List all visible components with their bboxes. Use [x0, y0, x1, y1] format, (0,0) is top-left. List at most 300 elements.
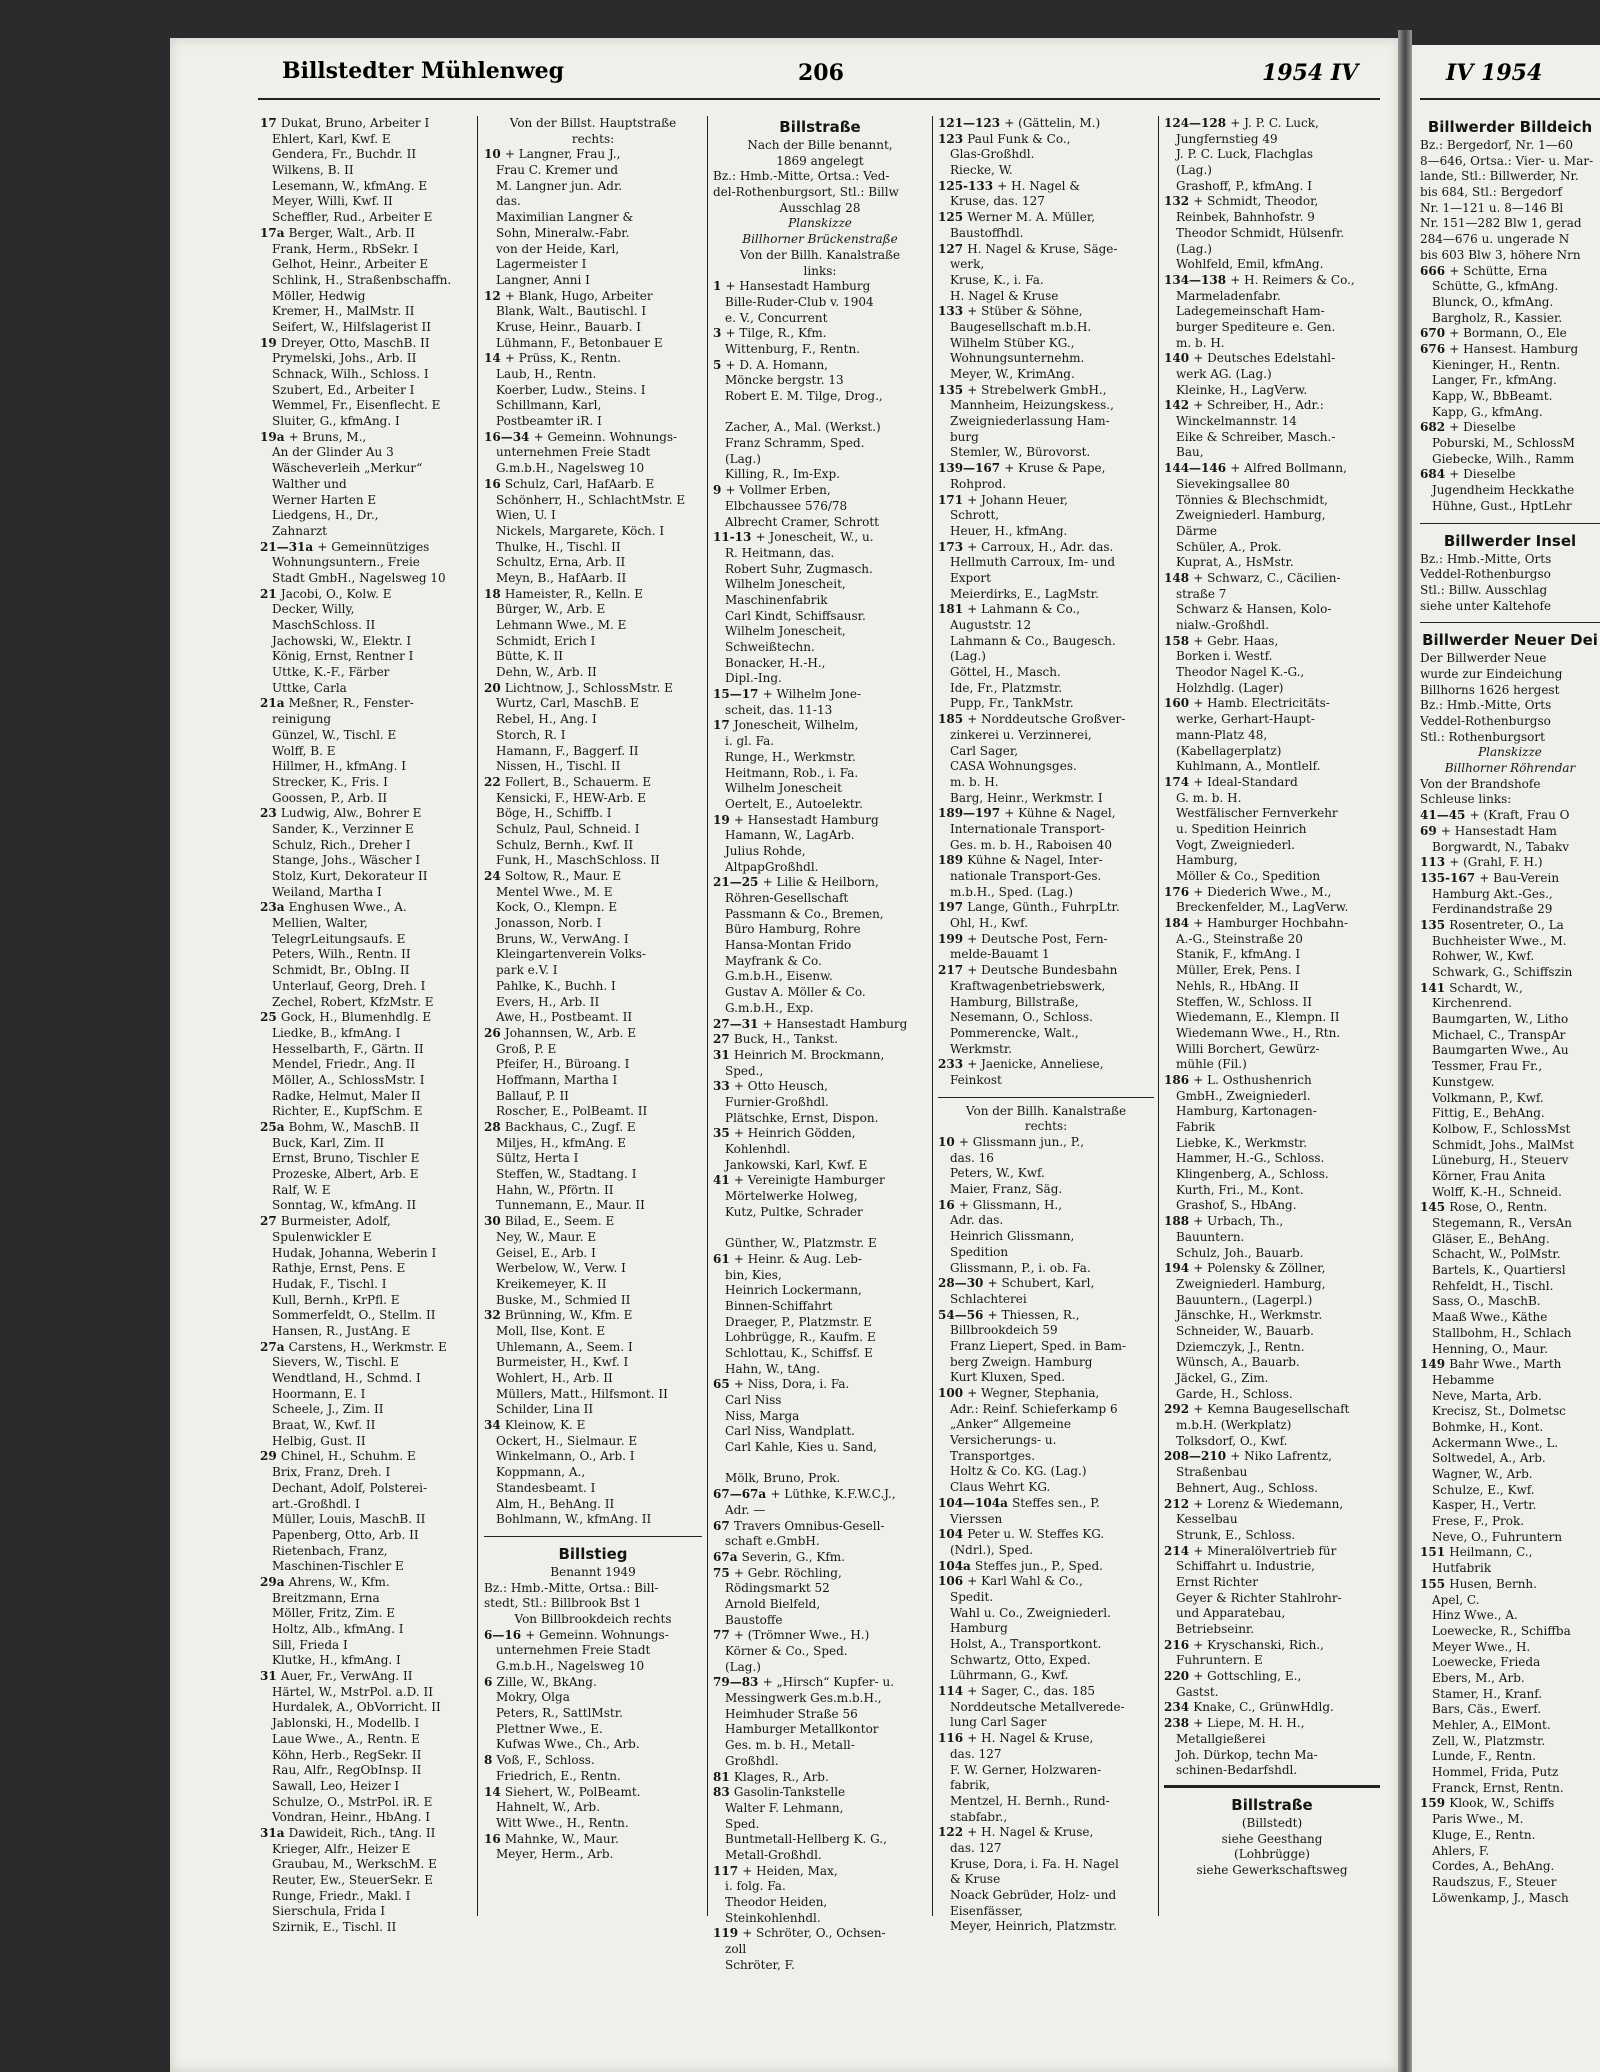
- directory-entry: [1420, 599, 1600, 615]
- entry-text: + L. Osthushenrich: [1193, 1072, 1312, 1087]
- entry-text: Zacher, A., Mal. (Werkst.): [725, 420, 881, 435]
- directory-entry: [260, 916, 472, 932]
- entry-text: Stamer, H., Kranf.: [1432, 1686, 1543, 1701]
- directory-entry: [1420, 373, 1600, 389]
- directory-entry: [1420, 1232, 1600, 1248]
- entry-text: Henning, O., Maur.: [1432, 1341, 1548, 1356]
- directory-entry: [713, 420, 927, 436]
- entry-text: Müllers, Matt., Hilfsmont. II: [496, 1386, 668, 1401]
- directory-entry: [1164, 414, 1380, 430]
- entry-text: (Lag.): [1176, 163, 1212, 178]
- directory-entry: [1164, 963, 1380, 979]
- directory-entry: [260, 179, 472, 195]
- entry-text: + Heiden, Max,: [742, 1863, 838, 1878]
- entry-text: Bau,: [1176, 445, 1204, 460]
- entry-text: Thulke, H., Tischl. II: [496, 539, 621, 554]
- entry-text: Carl Niss: [725, 1393, 782, 1407]
- entry-text: Kuprat, A., HsMstr.: [1176, 555, 1294, 570]
- entry-text: schinen-Bedarfshdl.: [1176, 1763, 1298, 1778]
- house-number: 25a: [260, 1120, 289, 1134]
- directory-entry: [1164, 1324, 1380, 1340]
- entry-text: Holzhdlg. (Lager): [1176, 680, 1284, 695]
- directory-entry: [1420, 1859, 1600, 1875]
- house-number-entry: [484, 289, 702, 305]
- entry-text: fabrik,: [950, 1778, 990, 1793]
- entry-text: Kufwas Wwe., Ch., Arb.: [496, 1737, 640, 1752]
- directory-entry: [713, 797, 927, 813]
- directory-entry: [938, 1480, 1154, 1496]
- directory-entry: [1420, 1875, 1600, 1891]
- house-number: 27: [260, 1214, 281, 1229]
- directory-entry: [1420, 1169, 1600, 1185]
- entry-text: Awe, H., Postbeamt. II: [496, 1010, 633, 1025]
- directory-entry: [260, 759, 472, 775]
- entry-text: Metall-Großhdl.: [725, 1847, 822, 1862]
- directory-entry: [484, 995, 702, 1011]
- entry-text: + Kruse & Pape,: [1004, 461, 1106, 476]
- entry-text: Schardt, W.,: [1449, 980, 1523, 995]
- entry-text: Hahnelt, W., Arb.: [496, 1800, 601, 1815]
- house-number: 14: [484, 351, 505, 366]
- entry-text: Winkelmann, O., Arb. I: [496, 1449, 635, 1464]
- house-number: 234: [1164, 1700, 1194, 1715]
- directory-entry: [938, 1292, 1154, 1308]
- entry-text: + Gottschling, E.,: [1193, 1669, 1302, 1684]
- entry-text: Ney, W., Maur. E: [496, 1229, 597, 1244]
- directory-entry: [938, 1042, 1154, 1058]
- entry-text: Funk, H., MaschSchloss. II: [496, 853, 660, 868]
- entry-text: Sill, Frieda I: [272, 1637, 348, 1652]
- house-number: 106: [938, 1574, 968, 1589]
- entry-text: Schiffahrt u. Industrie,: [1176, 1559, 1315, 1574]
- house-number-entry: [938, 1574, 1154, 1590]
- entry-text: Standesbeamt. I: [496, 1480, 596, 1495]
- entry-text: + Niss, Dora, i. Fa.: [733, 1377, 850, 1392]
- entry-text: Kapp, W., BbBeamt.: [1432, 389, 1553, 403]
- directory-entry: [713, 1848, 927, 1864]
- house-number-entry: [713, 1864, 927, 1880]
- house-number-entry: [260, 1340, 472, 1356]
- entry-text: + Schütte, Erna: [1449, 263, 1548, 278]
- house-number-entry: [1420, 824, 1600, 840]
- entry-text: Peters, Wilh., Rentn. II: [272, 947, 411, 962]
- directory-entry: [1420, 1294, 1600, 1310]
- entry-text: J. P. C. Luck, Flachglas: [1176, 147, 1314, 162]
- house-number: 122: [938, 1825, 968, 1840]
- directory-entry: [938, 1857, 1154, 1873]
- directory-entry: [1420, 1530, 1600, 1546]
- directory-entry: [713, 562, 927, 578]
- directory-entry: [1420, 1059, 1600, 1075]
- house-number-entry: [938, 1731, 1154, 1747]
- house-number: 25: [260, 1010, 281, 1025]
- entry-text: Meierdirks, E., LagMstr.: [950, 586, 1099, 601]
- street-heading: Billwerder Neuer Dei: [1422, 631, 1598, 650]
- entry-text: + Jaenicke, Anneliese,: [967, 1057, 1104, 1072]
- directory-entry: [1420, 1640, 1600, 1656]
- entry-text: Hellmuth Carroux, Im- und: [950, 555, 1115, 570]
- house-number-entry: [1420, 1545, 1600, 1561]
- house-number-entry: [484, 1785, 702, 1801]
- house-number-entry: [484, 1628, 702, 1644]
- page-number: 206: [798, 60, 844, 86]
- directory-entry: [484, 1089, 702, 1105]
- entry-text: Hamburg, Kartonagen-: [1176, 1104, 1317, 1119]
- entry-text: Von der Brandshofe: [1420, 776, 1541, 791]
- entry-text: Bz.: Hmb.-Mitte, Ortsa.: Ved-: [713, 169, 890, 184]
- house-number-entry: [938, 1825, 1154, 1841]
- entry-text: zinkerei u. Verzinnerei,: [950, 727, 1092, 742]
- directory-entry: [938, 414, 1154, 430]
- house-number: 6: [484, 1674, 497, 1689]
- entry-text: + Thiessen, R.,: [987, 1307, 1080, 1322]
- directory-entry: [713, 452, 927, 468]
- directory-entry: [1420, 499, 1600, 515]
- entry-text: + „Hirsch“ Kupfer- u.: [762, 1675, 895, 1690]
- directory-entry: [1420, 1749, 1600, 1765]
- entry-text: + Karl Wahl & Co.,: [967, 1574, 1083, 1589]
- entry-text: Bohlmann, W., kfmAng. II: [496, 1512, 652, 1527]
- entry-text: + Dieselbe: [1449, 467, 1516, 482]
- directory-entry: [1164, 1120, 1380, 1136]
- directory-entry: [260, 1763, 472, 1779]
- entry-text: Jachowski, W., Elektr. I: [272, 633, 412, 648]
- entry-text: (Ndrl.), Sped.: [950, 1542, 1034, 1557]
- entry-text: e. V., Concurrent: [725, 310, 828, 325]
- entry-text: Gasolin-Tankstelle: [733, 1785, 846, 1800]
- directory-entry: [1420, 436, 1600, 452]
- entry-text: Von der Billh. Kanalstraße: [965, 1103, 1127, 1118]
- directory-entry: [1420, 1781, 1600, 1797]
- entry-text: + Carroux, H., Adr. das.: [967, 539, 1114, 554]
- directory-entry: [260, 132, 472, 148]
- house-number-entry: [1420, 871, 1600, 887]
- house-number: 14: [484, 1784, 505, 1799]
- entry-text: nationale Transport-Ges.: [950, 869, 1102, 883]
- entry-text: Bilad, E., Seem. E: [504, 1214, 615, 1229]
- house-number-entry: [1164, 696, 1380, 712]
- entry-text: MaschSchloss. II: [272, 618, 376, 632]
- directory-entry: [938, 336, 1154, 352]
- house-number: 34: [484, 1418, 505, 1433]
- directory-entry: [260, 979, 472, 995]
- house-number-entry: [260, 1120, 472, 1136]
- entry-text: + H. Reimers & Co.,: [1230, 272, 1355, 287]
- directory-entry: [938, 681, 1154, 697]
- entry-text: Berger, Walt., Arb. II: [288, 225, 415, 240]
- directory-entry: [713, 248, 927, 264]
- house-number: 199: [938, 931, 968, 946]
- entry-text: mann-Platz 48,: [1176, 727, 1268, 742]
- directory-entry: [1420, 483, 1600, 499]
- entry-text: (Lohbrügge): [1234, 1847, 1310, 1862]
- directory-entry: [1164, 226, 1380, 242]
- entry-text: Furnier-Großhdl.: [725, 1094, 829, 1109]
- entry-text: Lehmann Wwe., M. E: [496, 618, 627, 632]
- entry-text: Meyer, Heinrich, Platzmstr.: [950, 1919, 1117, 1934]
- directory-entry: [260, 775, 472, 791]
- entry-text: Schleuse links:: [1420, 792, 1512, 807]
- entry-text: Blunck, O., kfmAng.: [1432, 294, 1554, 309]
- directory-entry: [260, 665, 472, 681]
- directory-entry: [260, 1528, 472, 1544]
- entry-text: A.-G., Steinstraße 20: [1176, 931, 1303, 946]
- directory-entry: [260, 1622, 472, 1638]
- entry-text: Ahrens, W., Kfm.: [288, 1574, 390, 1589]
- entry-text: Ockert, H., Sielmaur. E: [496, 1433, 638, 1448]
- directory-entry: [1164, 681, 1380, 697]
- directory-entry: [484, 791, 702, 807]
- directory-entry: [260, 477, 472, 493]
- directory-entry: [1420, 248, 1600, 264]
- directory-entry: [1420, 389, 1600, 405]
- entry-text: Dreyer, Otto, MaschB. II: [280, 335, 430, 350]
- entry-text: Jäckel, G., Zim.: [1176, 1371, 1269, 1385]
- directory-entry: [713, 922, 927, 938]
- entry-text: Schmidt, Johs., MalMst: [1432, 1137, 1574, 1152]
- directory-entry: [484, 1261, 702, 1277]
- directory-entry: [484, 806, 702, 822]
- directory-entry: [1420, 1608, 1600, 1624]
- entry-text: Koerber, Ludw., Steins. I: [496, 382, 646, 397]
- entry-text: Kuhlmann, A., Montlelf.: [1176, 759, 1321, 774]
- directory-entry: [1420, 1138, 1600, 1154]
- house-number: 176: [1164, 884, 1194, 899]
- house-number-entry: [713, 1377, 927, 1393]
- entry-text: werk AG. (Lag.): [1176, 367, 1272, 381]
- directory-entry: [484, 571, 702, 587]
- column-divider: [477, 116, 478, 1916]
- house-number-entry: [713, 530, 927, 546]
- directory-entry: [260, 618, 472, 634]
- directory-entry: [260, 461, 472, 477]
- house-number: 184: [1164, 916, 1194, 931]
- entry-text: Peters, R., SattlMstr.: [496, 1706, 623, 1721]
- entry-text: park e.V. I: [496, 963, 558, 978]
- directory-entry: [713, 1644, 927, 1660]
- entry-text: Plettner Wwe., E.: [496, 1721, 603, 1736]
- directory-entry: [938, 1668, 1154, 1684]
- directory-entry: [484, 1324, 702, 1340]
- entry-text: Körner, Frau Anita: [1432, 1168, 1546, 1183]
- entry-text: Gendera, Fr., Buchdr. II: [272, 147, 417, 162]
- entry-text: Heinrich M. Brockmann,: [733, 1047, 885, 1062]
- directory-entry: [1164, 932, 1380, 948]
- entry-text: Burmeister, Adolf,: [280, 1214, 391, 1229]
- directory-entry: [938, 289, 1154, 305]
- house-number-entry: [260, 1449, 472, 1465]
- directory-entry: [713, 860, 927, 876]
- house-number-entry: [713, 1079, 927, 1095]
- entry-text: Norddeutsche Metallverede-: [950, 1699, 1125, 1714]
- entry-text: Sped.,: [725, 1063, 764, 1078]
- house-number-entry: [1420, 1796, 1600, 1812]
- directory-entry: [484, 1581, 702, 1597]
- house-number: 67a: [713, 1549, 742, 1564]
- directory-entry: [260, 210, 472, 226]
- directory-entry: [260, 445, 472, 461]
- directory-entry: [713, 1817, 927, 1833]
- entry-text: Kruse, Heinr., Bauarb. I: [496, 319, 641, 334]
- entry-text: Zell, W., Platzmstr.: [1432, 1733, 1546, 1748]
- street-heading: Billstraße: [779, 118, 861, 136]
- entry-text: Bauuntern.: [1176, 1229, 1245, 1244]
- entry-text: Jablonski, H., Modellb. I: [272, 1716, 420, 1731]
- directory-entry: [260, 1920, 472, 1936]
- entry-text: Groß, P. E: [496, 1041, 557, 1056]
- entry-text: Jänschke, H., Werkmstr.: [1176, 1308, 1323, 1323]
- directory-entry: [1420, 1326, 1600, 1342]
- house-number: 134—138: [1164, 272, 1231, 287]
- entry-text: Ide, Fr., Platzmstr.: [950, 680, 1063, 695]
- directory-entry: [260, 1795, 472, 1811]
- entry-text: + Wilhelm Jone-: [762, 687, 862, 702]
- directory-entry: [938, 869, 1154, 885]
- house-number: 174: [1164, 774, 1194, 789]
- directory-entry: [1420, 1593, 1600, 1609]
- entry-text: Sültz, Herta I: [496, 1151, 579, 1166]
- directory-entry: [713, 201, 927, 217]
- entry-text: Marmeladenfabr.: [1176, 288, 1281, 303]
- entry-text: Mendel, Friedr., Ang. II: [272, 1057, 416, 1072]
- house-number-entry: [1164, 1402, 1380, 1418]
- entry-text: Möller, A., SchlossMstr. I: [272, 1072, 425, 1087]
- entry-text: Wurtz, Carl, MaschB. E: [496, 696, 639, 711]
- directory-entry: [713, 1330, 927, 1346]
- directory-entry: [713, 1393, 927, 1409]
- house-number: 12: [484, 288, 505, 303]
- entry-text: Witt Wwe., H., Rentn.: [496, 1815, 629, 1830]
- house-number: 5: [713, 357, 726, 372]
- entry-text: Maximilian Langner &: [496, 210, 634, 225]
- directory-entry: [484, 1293, 702, 1309]
- directory-entry: [1164, 1042, 1380, 1058]
- column-3: [713, 116, 927, 1973]
- house-number-entry: [484, 1120, 702, 1136]
- entry-text: AltpapGroßhdl.: [725, 859, 819, 874]
- house-number-entry: [1164, 885, 1380, 901]
- directory-entry: [260, 712, 472, 728]
- directory-entry: [938, 1794, 1154, 1810]
- directory-entry: [1164, 1512, 1380, 1528]
- house-number-entry: [484, 430, 702, 446]
- directory-entry: [713, 1440, 927, 1456]
- directory-entry: [938, 885, 1154, 901]
- house-number: 10: [484, 147, 505, 162]
- entry-text: Behnert, Aug., Schloss.: [1176, 1480, 1319, 1495]
- entry-text: Meyer, Willi, Kwf. II: [272, 194, 393, 209]
- house-number: 151: [1420, 1545, 1450, 1560]
- house-number: 8: [484, 1753, 497, 1768]
- house-number-entry: [1420, 981, 1600, 997]
- entry-text: Dechant, Adolf, Polsterei-: [272, 1480, 428, 1495]
- directory-entry: [484, 649, 702, 665]
- header-street: Billstedter Mühlenweg: [282, 58, 565, 84]
- house-number: 16: [484, 476, 505, 491]
- directory-entry: [260, 744, 472, 760]
- house-number: 26: [484, 1025, 505, 1040]
- entry-text: + Hansestadt Ham: [1440, 823, 1557, 838]
- entry-text: Soltow, R., Maur. E: [504, 869, 622, 883]
- house-number-entry: [713, 1550, 927, 1566]
- house-number-entry: [260, 806, 472, 822]
- entry-text: + Hamburger Hochbahn-: [1193, 916, 1349, 931]
- directory-entry: [484, 1057, 702, 1073]
- entry-text: Schulz, Bernh., Kwf. II: [496, 837, 634, 852]
- entry-text: Ehlert, Karl, Kwf. E: [272, 131, 391, 146]
- entry-text: Schulz, Paul, Schneid. I: [496, 821, 640, 836]
- directory-entry: [1164, 367, 1380, 383]
- directory-entry: [938, 822, 1154, 838]
- directory-entry: [938, 1433, 1154, 1449]
- entry-text: Killing, R., Im-Exp.: [725, 467, 841, 482]
- house-number-entry: [1164, 351, 1380, 367]
- entry-text: Strunk, E., Schloss.: [1176, 1527, 1296, 1542]
- entry-text: Gock, H., Blumenhdlg. E: [280, 1010, 432, 1025]
- directory-entry: [938, 1512, 1154, 1528]
- directory-entry: [1420, 1702, 1600, 1718]
- directory-entry: [484, 618, 702, 634]
- house-number-entry: [260, 540, 472, 556]
- directory-entry: [484, 1565, 702, 1581]
- directory-entry: [1164, 1010, 1380, 1026]
- italic-note: Billhorner Röhrendar: [1444, 761, 1576, 776]
- entry-text: Uhlemann, A., Seem. I: [496, 1339, 633, 1354]
- directory-entry: [1164, 1136, 1380, 1152]
- directory-entry: [938, 1590, 1154, 1606]
- directory-entry: [484, 1847, 702, 1863]
- directory-entry: [1164, 822, 1380, 838]
- entry-text: Holtz & Co. KG. (Lag.): [950, 1464, 1087, 1479]
- house-number-entry: [260, 900, 472, 916]
- directory-entry: [1420, 552, 1600, 568]
- entry-text: Ernst, Bruno, Tischler E: [272, 1151, 420, 1166]
- entry-text: mühle (Fil.): [1176, 1057, 1247, 1072]
- entry-text: Sander, K., Verzinner E: [272, 821, 414, 836]
- directory-entry: [938, 1872, 1154, 1888]
- entry-text: Julius Rohde,: [725, 843, 806, 858]
- directory-entry: [1164, 257, 1380, 273]
- entry-text: Krecisz, St., Dolmetsc: [1432, 1404, 1566, 1419]
- directory-entry: [484, 414, 702, 430]
- entry-text: Dawideit, Rich., tAng. II: [288, 1825, 436, 1840]
- directory-entry: [713, 1722, 927, 1738]
- directory-entry: [713, 264, 927, 280]
- directory-entry: [1420, 1263, 1600, 1279]
- entry-text: Möller, Hedwig: [272, 288, 366, 303]
- entry-text: + Vereinigte Hamburger: [733, 1173, 885, 1188]
- entry-text: G.m.b.H., Eisenw.: [725, 969, 833, 984]
- directory-entry: [938, 524, 1154, 540]
- entry-text: Dukat, Bruno, Arbeiter I: [280, 116, 430, 130]
- directory-entry: [1164, 1293, 1380, 1309]
- entry-text: Günther, W., Platzmstr. E: [725, 1236, 877, 1251]
- directory-entry: [1420, 1106, 1600, 1122]
- entry-text: Heitmann, Rob., i. Fa.: [725, 765, 859, 780]
- directory-entry: [484, 540, 702, 556]
- entry-text: + Stüber & Söhne,: [967, 304, 1083, 319]
- house-number-entry: [1420, 918, 1600, 934]
- entry-text: Körner & Co., Sped.: [725, 1644, 848, 1658]
- entry-text: + Bau-Verein: [1479, 870, 1560, 885]
- house-number-entry: [938, 1057, 1154, 1073]
- directory-entry: [713, 1189, 927, 1205]
- directory-entry: [938, 775, 1154, 791]
- house-number: 124—128: [1164, 116, 1231, 130]
- entry-text: Kurth, Fri., M., Kont.: [1176, 1182, 1304, 1197]
- directory-entry: [713, 311, 927, 327]
- entry-text: Backhaus, C., Zugf. E: [504, 1120, 636, 1134]
